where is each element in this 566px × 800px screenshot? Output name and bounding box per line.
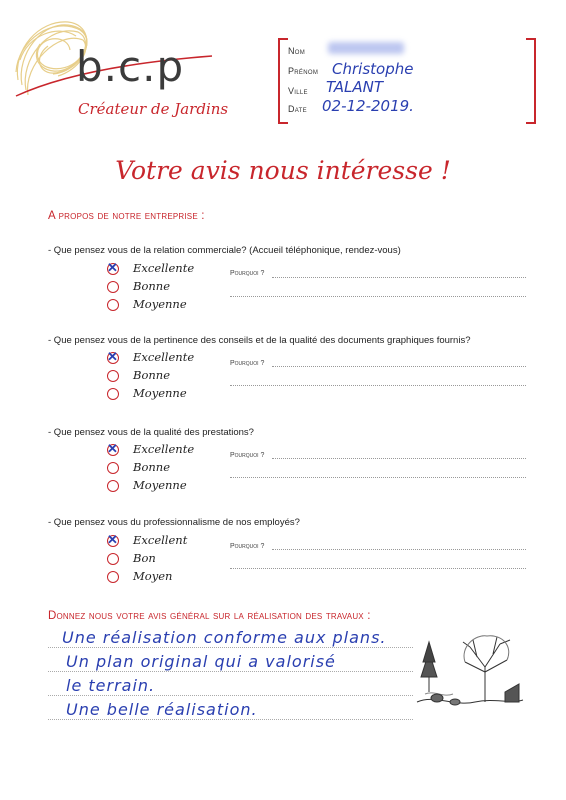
garden-illustration-icon [415,632,525,717]
option-label: Moyenne [133,386,187,400]
question-1: - Que pensez vous de la relation commerciale? (Accueil téléphonique, rendez-vous) [48,245,401,256]
why-label: Pourquoi ? [230,452,265,459]
option-label: Bonne [133,368,170,382]
option-circle[interactable] [107,370,119,382]
check-mark-icon: ✕ [107,532,118,547]
option-circle[interactable] [107,299,119,311]
check-mark-icon: ✕ [107,441,118,456]
prenom-label: Prénom [288,66,319,76]
why-label: Pourquoi ? [230,543,265,550]
ville-label: Ville [288,86,308,96]
check-mark-icon: ✕ [107,349,118,364]
question-2: - Que pensez vous de la pertinence des conseils et de la qualité des documents graphiques fournis? [48,335,471,346]
option-label: Excellente [133,350,195,364]
answer-line[interactable] [272,366,526,367]
option-circle[interactable] [107,553,119,565]
answer-line[interactable] [230,296,526,297]
option-label: Bonne [133,460,170,474]
answer-line[interactable] [230,568,526,569]
option-label: Excellent [133,533,188,547]
prenom-value[interactable]: Christophe [332,60,414,78]
option-circle[interactable] [107,571,119,583]
nom-redacted [328,42,404,54]
section-heading-entreprise: A propos de notre entreprise : [48,210,205,222]
ville-value[interactable]: TALANT [326,78,384,96]
page-title: Votre avis nous intéresse ! [115,156,451,185]
comment-line [48,671,413,672]
option-circle[interactable] [107,462,119,474]
question-4: - Que pensez vous du professionnalisme de nos employés? [48,517,300,528]
comment-line [48,647,413,648]
question-3: - Que pensez vous de la qualité des prestations? [48,427,254,438]
date-label: Date [288,104,307,114]
option-circle[interactable] [107,388,119,400]
answer-line[interactable] [230,477,526,478]
answer-line[interactable] [272,549,526,550]
answer-line[interactable] [230,385,526,386]
logo-brand: b.c.p [76,42,185,91]
date-value[interactable]: 02-12-2019. [322,97,414,115]
comment-text[interactable]: Une belle réalisation. [66,700,258,719]
option-circle[interactable] [107,281,119,293]
nom-label: Nom [288,46,306,56]
why-label: Pourquoi ? [230,360,265,367]
why-label: Pourquoi ? [230,270,265,277]
option-label: Excellente [133,442,195,456]
logo-tagline: Créateur de Jardins [78,100,229,118]
option-label: Bon [133,551,156,565]
option-label: Moyenne [133,297,187,311]
option-label: Moyen [133,569,173,583]
comment-text[interactable]: Un plan original qui a valorisé [66,652,336,671]
comment-text[interactable]: Une réalisation conforme aux plans. [62,628,387,647]
check-mark-icon: ✕ [107,260,118,275]
option-label: Moyenne [133,478,187,492]
option-label: Excellente [133,261,195,275]
comment-text[interactable]: le terrain. [66,676,156,695]
answer-line[interactable] [272,458,526,459]
answer-line[interactable] [272,277,526,278]
section-heading-travaux: Donnez nous votre avis général sur la réalisation des travaux : [48,610,371,622]
comment-line [48,719,413,720]
comment-line [48,695,413,696]
option-label: Bonne [133,279,170,293]
option-circle[interactable] [107,480,119,492]
